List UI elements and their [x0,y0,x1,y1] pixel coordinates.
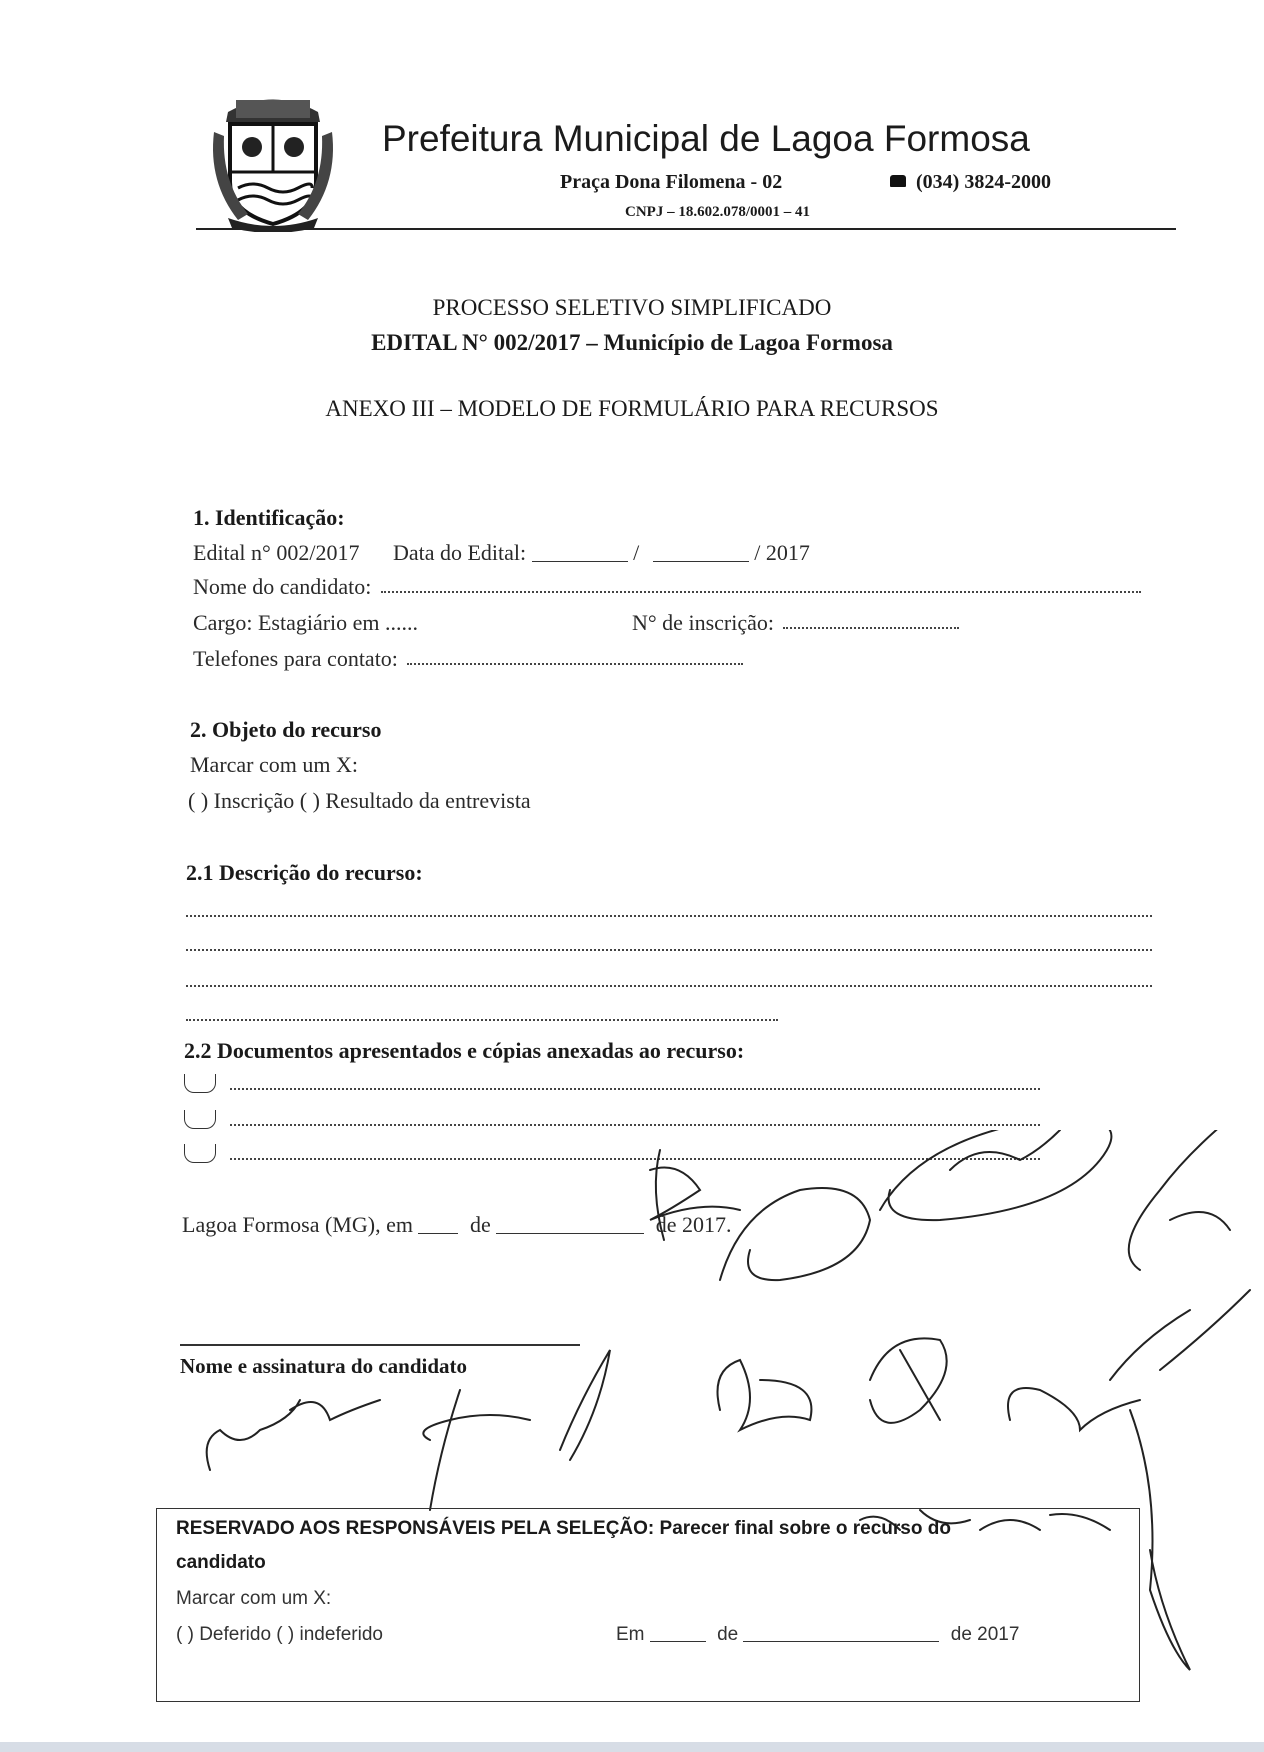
header-divider [196,228,1176,230]
position-line [193,610,418,636]
edital-title: EDITAL N° 002/2017 – Município de Lagoa Formosa [371,330,893,355]
document-field[interactable] [230,1087,1040,1090]
phones-label: Telefones para contato: [193,646,398,671]
edital-line [193,540,810,566]
phones-line [193,646,743,672]
place-date-line [182,1212,731,1238]
em-label: Em [616,1624,645,1645]
phone-text: (034) 3824-2000 [916,171,1051,193]
cnpj: CNPJ – 18.602.078/0001 – 41 [625,204,810,220]
candidate-name-field[interactable] [381,590,1141,593]
decision-month-field[interactable] [743,1641,939,1642]
annex-title: ANEXO III – MODELO DE FORMULÁRIO PARA RECURSOS [325,396,939,421]
phones-field[interactable] [407,662,743,665]
document-checkbox[interactable] [184,1074,216,1093]
description-line[interactable] [186,1018,778,1021]
candidate-name-label: Nome do candidato: [193,574,372,599]
candidate-name-line [193,574,1141,600]
decision-options[interactable]: ( ) Deferido ( ) indeferido [176,1624,383,1645]
decision-year: de 2017 [950,1624,1020,1645]
decision-day-field[interactable] [650,1641,706,1642]
document-title: PROCESSO SELETIVO SIMPLIFICADO [432,295,832,320]
signature-label: Nome e assinatura do candidato [180,1354,468,1378]
document-field[interactable] [230,1123,1040,1126]
reserved-title: RESERVADO AOS RESPONSÁVEIS PELA SELEÇÃO: Parecer final sobre o recurso do [176,1518,951,1539]
document-checkbox[interactable] [184,1144,216,1163]
document-field[interactable] [230,1157,1040,1160]
registration-field[interactable] [783,626,959,629]
day-field[interactable] [418,1233,458,1234]
de-label: de [469,1212,491,1237]
decision-date-line [616,1624,1019,1646]
scan-edge [0,1742,1264,1752]
reserved-title-continued: candidato [176,1552,266,1573]
edital-number: Edital n° 002/2017 [193,540,360,565]
data-edital-label: Data do Edital: [392,540,527,565]
date-day-field[interactable] [532,561,628,562]
date-separator: / [633,540,640,565]
section-identification-heading: 1. Identificação: [193,505,345,530]
phone-number [890,171,1051,194]
section-documents-heading: 2.2 Documentos apresentados e cópias anexadas ao recurso: [184,1038,745,1063]
place-label: Lagoa Formosa (MG), em [182,1212,413,1237]
month-field[interactable] [496,1233,644,1234]
signature-line[interactable] [180,1344,580,1346]
description-line[interactable] [186,948,1152,951]
description-line[interactable] [186,984,1152,987]
position-label: Cargo: Estagiário em ...... [193,610,419,635]
date-month-field[interactable] [653,561,749,562]
reserved-instruction: Marcar com um X: [176,1588,332,1609]
description-line[interactable] [186,914,1152,917]
document-item [184,1144,1040,1166]
object-options[interactable]: ( ) Inscrição ( ) Resultado da entrevista [188,788,531,813]
municipal-seal-logo [208,92,338,232]
date-year: / 2017 [754,540,810,565]
document-item [184,1110,1040,1132]
document-checkbox[interactable] [184,1110,216,1129]
registration-line [632,610,959,636]
organization-name: Prefeitura Municipal de Lagoa Formosa [382,118,1030,159]
section-description-heading: 2.1 Descrição do recurso: [186,860,423,885]
section-object-instruction: Marcar com um X: [190,752,358,777]
section-object-heading: 2. Objeto do recurso [190,717,382,742]
document-item [184,1074,1040,1096]
address: Praça Dona Filomena - 02 [560,171,783,193]
year-label: de 2017. [655,1212,732,1237]
registration-label: N° de inscrição: [632,610,774,635]
de-label: de [717,1624,739,1645]
phone-icon [890,175,906,187]
